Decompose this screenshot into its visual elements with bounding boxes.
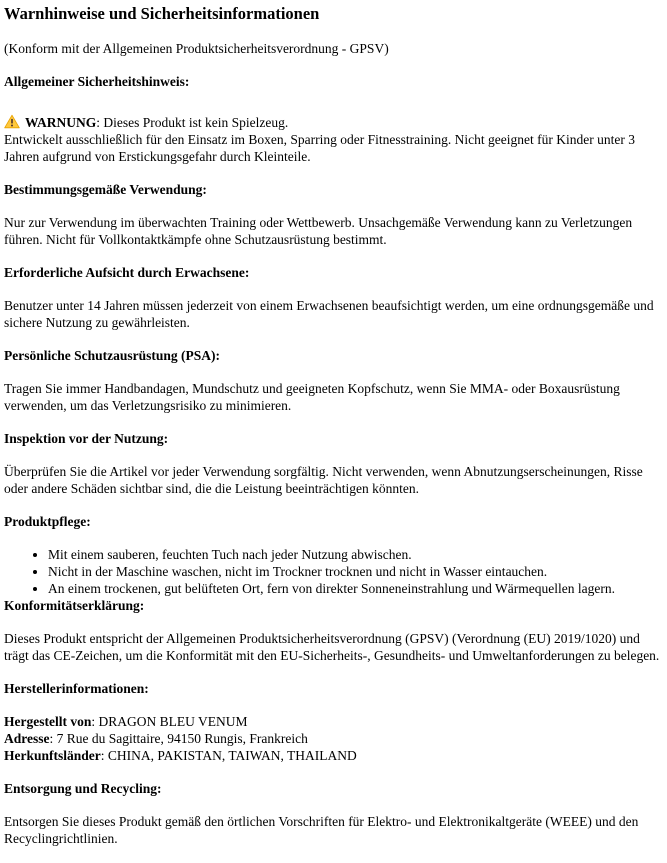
ppe-text: Tragen Sie immer Handbandagen, Mundschutz und geeigneten Kopfschutz, wenn Sie MMA- oder Boxausrüstung verwenden, um das Verletzungsrisiko zu minimieren. — [4, 381, 620, 413]
manufacturer-address-line — [4, 730, 663, 747]
heading-general-safety: Allgemeiner Sicherheitshinweis: — [4, 74, 190, 89]
warning-icon — [4, 114, 20, 131]
heading-ppe: Persönliche Schutzausrüstung (PSA): — [4, 348, 221, 363]
heading-manufacturer: Herstellerinformationen: — [4, 681, 149, 696]
warning-detail: Entwickelt ausschließlich für den Einsatz im Boxen, Sparring oder Fitnesstraining. Nicht geeignet für Kinder unter 3 Jahren aufgrund von Erstickungsgefahr durch Kleinteile. — [4, 132, 635, 164]
heading-inspection: Inspektion vor der Nutzung: — [4, 431, 169, 446]
warning-statement — [4, 114, 663, 131]
supervision-text: Benutzer unter 14 Jahren müssen jederzeit von einem Erwachsenen beaufsichtigt werden, um eine ordnungsgemäße und sichere Nutzung zu gewährleisten. — [4, 298, 654, 330]
address-value: : 7 Rue du Sagittaire, 94150 Rungis, Frankreich — [49, 731, 308, 746]
intended-use-text: Nur zur Verwendung im überwachten Training oder Wettbewerb. Unsachgemäße Verwendung kann zu Verletzungen führen. Nicht für Vollkontaktkämpfe ohne Schutzausrüstung bestimmt. — [4, 215, 633, 247]
disposal-text: Entsorgen Sie dieses Produkt gemäß den örtlichen Vorschriften für Elektro- und Elektronikaltgeräte (WEEE) und den Recyclingrichtlinien. — [4, 814, 639, 846]
care-list-item: • Mit einem sauberen, feuchten Tuch nach jeder Nutzung abwischen. — [48, 546, 663, 563]
warning-label: WARNUNG — [25, 115, 97, 130]
heading-conformity: Konformitätserklärung: — [4, 598, 145, 613]
made-by-value: : DRAGON BLEU VENUM — [91, 714, 248, 729]
made-by-label: Hergestellt von — [4, 714, 92, 729]
heading-care: Produktpflege: — [4, 514, 91, 529]
warning-sentence: : Dieses Produkt ist kein Spielzeug. — [96, 115, 289, 130]
inspection-text: Überprüfen Sie die Artikel vor jeder Verwendung sorgfältig. Nicht verwenden, wenn Abnutzungserscheinungen, Risse oder andere Schäden sichtbar sind, die die Leistung beeinträchtigen könnten. — [4, 464, 643, 496]
document-title: Warnhinweise und Sicherheitsinformationen — [4, 4, 320, 23]
heading-disposal: Entsorgung und Recycling: — [4, 781, 162, 796]
manufacturer-info-block — [4, 713, 663, 764]
manufacturer-origin-line — [4, 747, 663, 764]
heading-supervision: Erforderliche Aufsicht durch Erwachsene: — [4, 265, 250, 280]
heading-intended-use: Bestimmungsgemäße Verwendung: — [4, 182, 207, 197]
care-list-item: • Nicht in der Maschine waschen, nicht im Trockner trocknen und nicht in Wasser eintauchen. — [48, 563, 663, 580]
address-label: Adresse — [4, 731, 50, 746]
conformity-subtitle: (Konform mit der Allgemeinen Produktsicherheitsverordnung - GPSV) — [4, 41, 389, 56]
care-instructions-list — [4, 546, 663, 597]
origin-label: Herkunftsländer — [4, 748, 101, 763]
origin-value: : CHINA, PAKISTAN, TAIWAN, THAILAND — [100, 748, 357, 763]
care-list-item: • An einem trockenen, gut belüfteten Ort, fern von direkter Sonneneinstrahlung und Wärmequellen lagern. — [48, 580, 663, 597]
manufacturer-made-by-line — [4, 713, 663, 730]
conformity-text: Dieses Produkt entspricht der Allgemeinen Produktsicherheitsverordnung (GPSV) (Verordnung (EU) 2019/1020) und trägt das CE-Zeichen, um die Konformität mit den EU-Sicherheits-, Gesundheits- und Umweltanforderungen zu belegen. — [4, 631, 660, 663]
